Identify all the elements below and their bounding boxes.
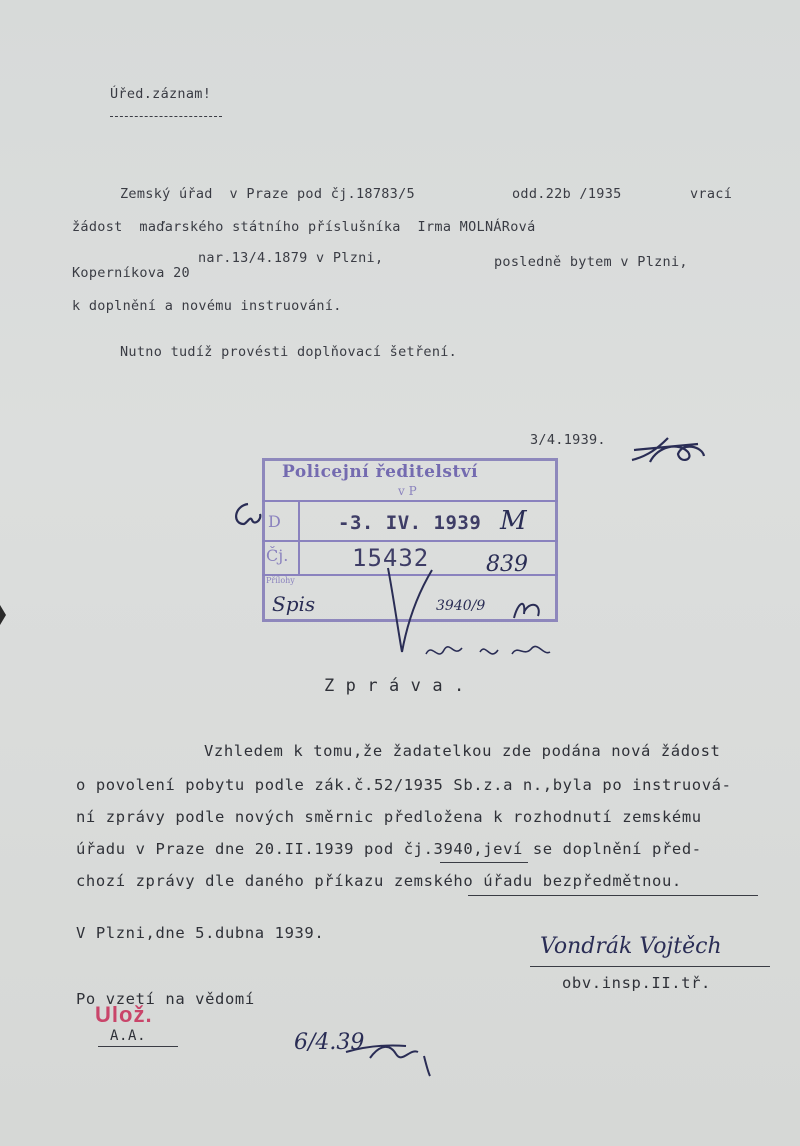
stamp-subtitle: v P <box>398 484 417 498</box>
stamp-label-date: D <box>268 512 281 531</box>
letter-line-5: k doplnění a novému instruování. <box>72 298 342 314</box>
stamp-label-attachments: Přílohy <box>266 576 295 585</box>
handwritten-note-icon <box>420 632 560 672</box>
letter-line-1a: Zemský úřad v Praze pod čj.18783/5 <box>120 186 415 202</box>
letter-line-3a: nar.13/4.1879 v Plzni, <box>198 250 384 266</box>
initials-underline <box>98 1046 178 1047</box>
letter-line-6: Nutno tudíž provésti doplňovací šetření. <box>120 344 458 360</box>
report-line-1: Vzhledem k tomu,že žadatelkou zde podána nová žádost <box>204 742 721 760</box>
filing-initials-icon <box>340 1030 450 1080</box>
stamp-hand-number: 839 <box>486 552 528 577</box>
letter-line-4: Koperníkova 20 <box>72 265 190 281</box>
stamp-hand-file: Spis <box>272 592 316 616</box>
initials-signature-icon <box>628 428 718 470</box>
punch-hole <box>0 605 6 625</box>
file-away-stamp: Ulož. <box>95 1002 153 1027</box>
stamp-hand-initial: M <box>500 506 527 536</box>
stamp-divider <box>298 500 300 574</box>
letter-line-2: žádost maďarského státního příslušníka Irma MOLNÁRová <box>72 219 536 235</box>
letter-line-3b: posledně bytem v Plzni, <box>494 254 688 270</box>
record-title: Úřed.záznam! <box>110 86 212 102</box>
letter-line-1c: vrací <box>690 186 733 202</box>
title-underline <box>110 116 222 117</box>
report-line-2: o povolení pobytu podle zák.č.52/1935 Sb.z.a n.,byla po instruová- <box>76 776 732 794</box>
reference-underline <box>440 862 528 863</box>
report-line-3: ní zprávy podle nových směrnic předložena k rozhodnutí zemskému <box>76 808 702 826</box>
officer-signature: Vondrák Vojtěch <box>540 934 722 959</box>
report-heading: Z p r á v a . <box>324 676 465 696</box>
stamp-divider <box>262 540 558 542</box>
clerk-initials: A.A. <box>110 1028 147 1044</box>
conclusion-underline <box>468 895 758 896</box>
stamp-file-number: 15432 <box>352 544 430 572</box>
report-line-4: úřadu v Praze dne 20.II.1939 pod čj.3940,jeví se doplnění před- <box>76 840 702 858</box>
stamp-received-date: -3. IV. 1939 <box>338 512 482 534</box>
initials-mark-icon <box>508 592 548 626</box>
officer-rank: obv.insp.II.tř. <box>562 974 711 992</box>
place-and-date: V Plzni,dne 5.dubna 1939. <box>76 924 325 942</box>
handwritten-filing-date: 6/4.39 <box>294 1030 365 1055</box>
report-line-5: chozí zprávy dle daného příkazu zemského úřadu bezpředmětnou. <box>76 872 682 890</box>
letter-line-1b: odd.22b /1935 <box>512 186 622 202</box>
stamp-divider <box>262 500 558 502</box>
noted-remark: Po vzetí na vědomí <box>76 990 255 1008</box>
marginal-mark-icon <box>226 496 266 536</box>
stamp-label-cj: Čj. <box>266 546 289 565</box>
stamp-hand-reference: 3940/9 <box>436 598 486 614</box>
signature-line <box>530 966 770 967</box>
letter-date: 3/4.1939. <box>530 432 606 448</box>
stamp-title: Policejní ředitelství <box>282 462 479 482</box>
